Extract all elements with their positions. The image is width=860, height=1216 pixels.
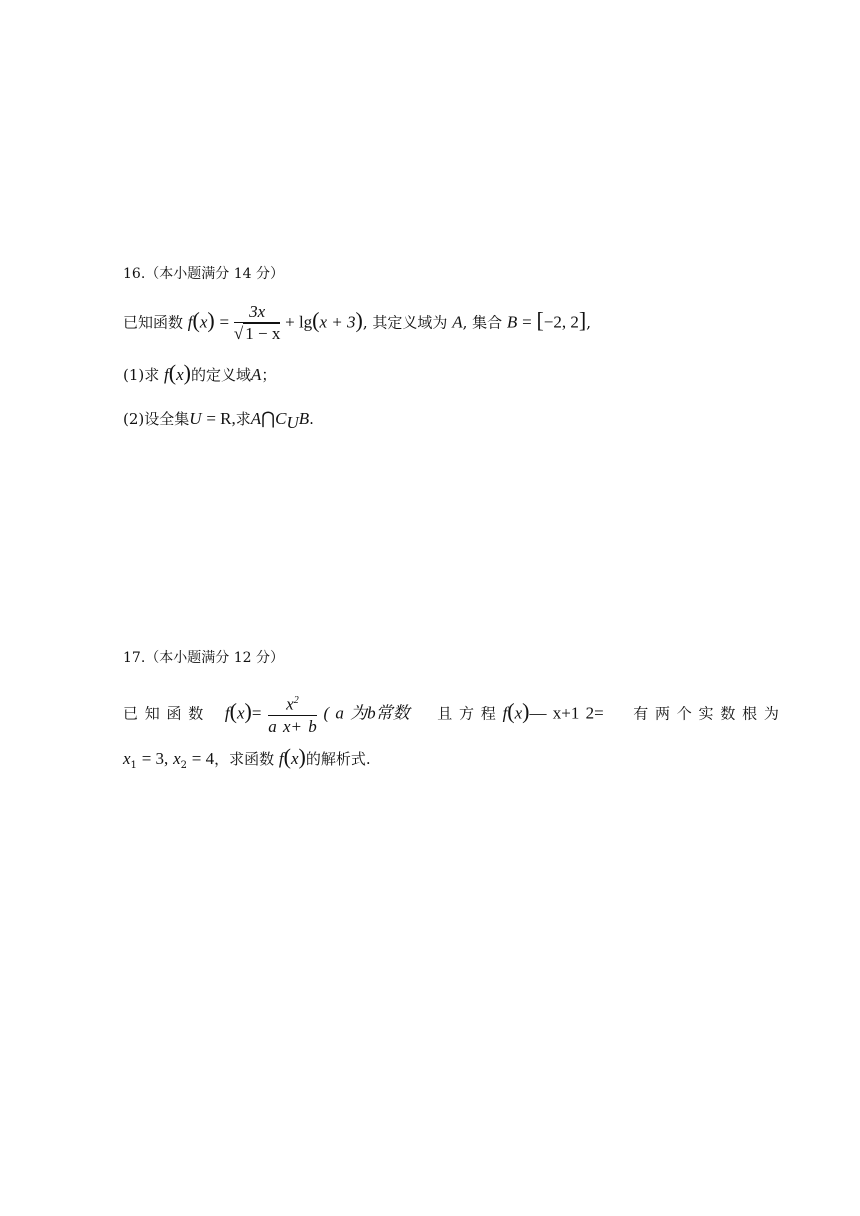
q17-numerator: x [286, 694, 294, 714]
q17-x: x [236, 703, 245, 723]
q16-part1-label: (1)求 [123, 366, 160, 384]
q17-line2-text: ，求函数 [214, 750, 275, 768]
q16-lead: 已知函数 [123, 313, 184, 332]
q16-f: f [187, 312, 193, 332]
q16-lg: + lg [285, 312, 313, 332]
q16-interval: −2, 2 [543, 312, 579, 332]
q16-part1-text: 的定义域 [190, 366, 251, 384]
q16-part2-B: B [298, 409, 310, 428]
q16-x: x [199, 312, 208, 332]
q16-part1-f: f [164, 365, 169, 384]
q17-rest: — x+1 2= [529, 703, 604, 723]
q17-line2-end: 的解析式. [305, 750, 371, 768]
q16-denominator: 1 − x [245, 324, 281, 343]
q17-line2-f: f [278, 749, 284, 768]
q17-x2: x [514, 703, 523, 723]
q17-x1: x [123, 749, 131, 768]
q16-part2-sub: U [286, 413, 299, 432]
q17-tail: 有 两 个 实 数 根 为 [633, 704, 779, 723]
q17-v2: = 4 [191, 749, 215, 768]
q17-numerator-sup: 2 [293, 695, 299, 706]
q16-part2-A: A [250, 409, 262, 428]
q17-f2: f [502, 703, 508, 723]
q16-A: A [452, 312, 463, 332]
q17-eq: = [251, 703, 262, 723]
q17-x1-sub: 1 [130, 760, 137, 771]
q17-header: 17.（本小题满分 12 分） [123, 650, 284, 666]
q16-part1-end: ； [261, 366, 277, 384]
q17-const: ( a 为b常数 [323, 703, 410, 723]
q16-eq: = [219, 312, 230, 332]
q16-fraction: $\frac{3x}{√ 1 - x}$ [233, 302, 281, 343]
q16-part2-U: U [189, 409, 202, 428]
q16-part2 [123, 409, 314, 433]
q17-denominator: a x+ b [268, 716, 317, 736]
q16-part2-label: (2)设全集 [123, 410, 190, 428]
q17-lead: 已 知 函 数 [123, 704, 204, 723]
q16-part2-C: C [275, 409, 287, 428]
q17-fraction [268, 691, 317, 736]
q16-lg-arg: x + 3 [319, 312, 356, 332]
q16-part2-cap: ⋂ [261, 409, 276, 428]
q17-f: f [224, 703, 230, 723]
q16-part2-end: . [309, 410, 314, 428]
q16-part1: (1)求 f(x)的定义域A； [123, 360, 277, 385]
q16-part1-A: A [250, 365, 262, 384]
q16-end: , [586, 313, 591, 332]
q16-header: 16.（本小题满分 14 分） [123, 266, 284, 282]
q17-line2-x: x [290, 749, 299, 768]
q17-stem: 已 知 函 数 f(x)= $\frac{x^2}{\text{a x+ b}}$ ( a 为b常数 且 方 程 f(x)— x+1 2= 有 两 个 实 数 根 为 [123, 692, 779, 737]
q16-part1-x: x [176, 365, 184, 384]
q17-cond: 且 方 程 [437, 704, 496, 723]
q16-part2-eqR: = R, [206, 409, 236, 428]
q16-set-text: , 集合 [462, 313, 503, 332]
q16-part2-ask: 求 [235, 410, 251, 428]
q16-B: B [506, 312, 518, 332]
q17-v1: = 3, [141, 749, 169, 768]
q16-B-eq: = [522, 312, 532, 332]
q17-x2-label: x [173, 749, 181, 768]
q16-numerator: 3x [234, 302, 280, 323]
q17-line2: $x_1 = 3$, $x_2 = 4$，求函数 f(x)的解析式. [123, 744, 371, 771]
q17-x2-sub: 2 [180, 760, 187, 771]
q16-stem: 已知函数 f(x) = $\frac{3x}{√ 1 - x}$ + lg(x + 3), 其定义域为 A, 集合 B = [−2, 2], [123, 302, 591, 343]
q16-mid: , 其定义域为 [362, 313, 448, 332]
